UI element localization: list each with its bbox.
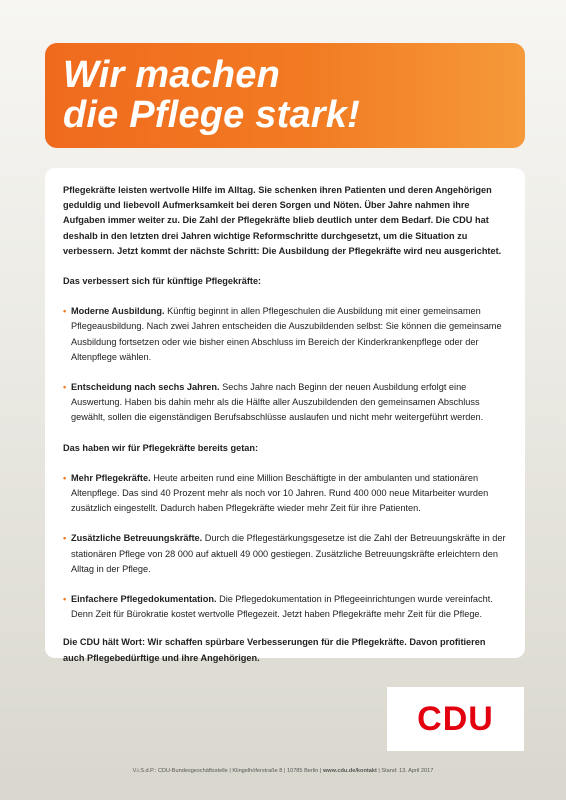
headline-line-2: die Pflege stark! bbox=[63, 94, 360, 136]
logo-box bbox=[387, 687, 524, 751]
section-heading-done: Das haben wir für Pflegekräfte bereits getan: bbox=[63, 442, 259, 453]
item-text: Heute arbeiten rund eine Million Beschäftigte in der ambulanten und stationären Altenpflege. Das sind 40 Prozent mehr als noch vor 10 Jahren. Rund 400 000 neue Mitarbeiter wurden zusätzlich eingestellt. Dadurch haben Pflegekräfte wieder mehr Zeit für ihre Patienten. bbox=[71, 472, 489, 514]
section-heading-future: Das verbessert sich für künftige Pflegekräfte: bbox=[63, 276, 262, 287]
bullet-icon: • bbox=[63, 533, 67, 544]
item-text: Die Pflegedokumentation in Pflegeeinrichtungen wurde vereinfacht. Denn Zeit für Bürokratie kostet wertvolle Pflegezeit. Jetzt haben Pflegekräfte mehr Zeit für die Pflege. bbox=[71, 594, 493, 620]
list-item-mehr-pflegekraefte bbox=[63, 471, 507, 517]
headline-banner bbox=[45, 43, 525, 148]
item-title: Moderne Ausbildung. bbox=[71, 306, 165, 317]
cdu-logo: CDU bbox=[417, 699, 494, 738]
intro-paragraph: Pflegekräfte leisten wertvolle Hilfe im Alltag. Sie schenken ihren Patienten und deren Angehörigen geduldig und liebevoll Aufmerksamkeit bei deren Sorgen und Nöten. Über Jahre nahmen ihre Aufgaben immer weiter zu. Die Zahl der Pflegekräfte blieb deutlich unter dem Bedarf. Die CDU hat deshalb in den letzten drei Jahren wichtige Reformschritte durchgesetzt, um die Situation zu verbessern. Jetzt kommt der nächste Schritt: Die Ausbildung der Pflegekräfte wird neu ausgerichtet. bbox=[63, 185, 502, 256]
footer-imprint bbox=[0, 768, 566, 774]
footer-date: | Stand: 13. April 2017 bbox=[378, 768, 434, 774]
headline-line-1: Wir machen bbox=[63, 54, 281, 96]
bullet-icon: • bbox=[63, 306, 67, 317]
footer-imprint-text: V.i.S.d.P.: CDU-Bundesgeschäftsstelle | Klingelhöferstraße 8 | 10785 Berlin | bbox=[132, 768, 322, 774]
item-title: Mehr Pflegekräfte. bbox=[71, 472, 151, 483]
item-title: Einfachere Pflegedokumentation. bbox=[71, 594, 217, 605]
item-title: Zusätzliche Betreuungskräfte. bbox=[71, 533, 203, 544]
item-text: Durch die Pflegestärkungsgesetze ist die Zahl der Betreuungskräfte in der stationären Pflege von 28 000 auf aktuell 49 000 gestiegen. Zusätzliche Betreuungskräfte erleichtern den Alltag in der Pflege. bbox=[71, 533, 506, 574]
list-item-moderne-ausbildung bbox=[63, 304, 507, 365]
list-item-betreuungskraefte bbox=[63, 531, 507, 577]
item-text: Künftig beginnt in allen Pflegeschulen die Ausbildung mit einer gemeinsamen Pflegeausbildung. Nach zwei Jahren entscheiden die Auszubildenden selbst: Sie können die gemeinsame Ausbildung fortsetzen oder wie bisher einen Abschluss im Bereich der Kinderkrankenpflege oder der Altenpflege wählen. bbox=[71, 306, 502, 362]
list-item-entscheidung bbox=[63, 380, 507, 426]
bullet-icon: • bbox=[63, 594, 67, 605]
content-card bbox=[45, 168, 525, 663]
item-text: Sechs Jahre nach Beginn der neuen Ausbildung erfolgt eine Auswertung. Haben bis dahin mehr als die Hälfte aller Auszubildenden den gemeinsamen Abschluss gewählt, sollen die eigenständigen Berufsabschlüsse auslaufen und nicht mehr weitergeführt werden. bbox=[71, 382, 484, 423]
bullet-icon: • bbox=[63, 382, 67, 393]
closing-statement: Die CDU hält Wort: Wir schaffen spürbare Verbesserungen für die Pflegekräfte. Davon profitieren auch Pflegebedürftige und ihre Angehörigen. bbox=[63, 637, 486, 663]
list-item-pflegedokumentation bbox=[63, 592, 507, 622]
item-title: Entscheidung nach sechs Jahren. bbox=[71, 382, 220, 393]
footer-url-link[interactable]: www.cdu.de/kontakt bbox=[322, 768, 377, 774]
bullet-icon: • bbox=[63, 472, 67, 483]
